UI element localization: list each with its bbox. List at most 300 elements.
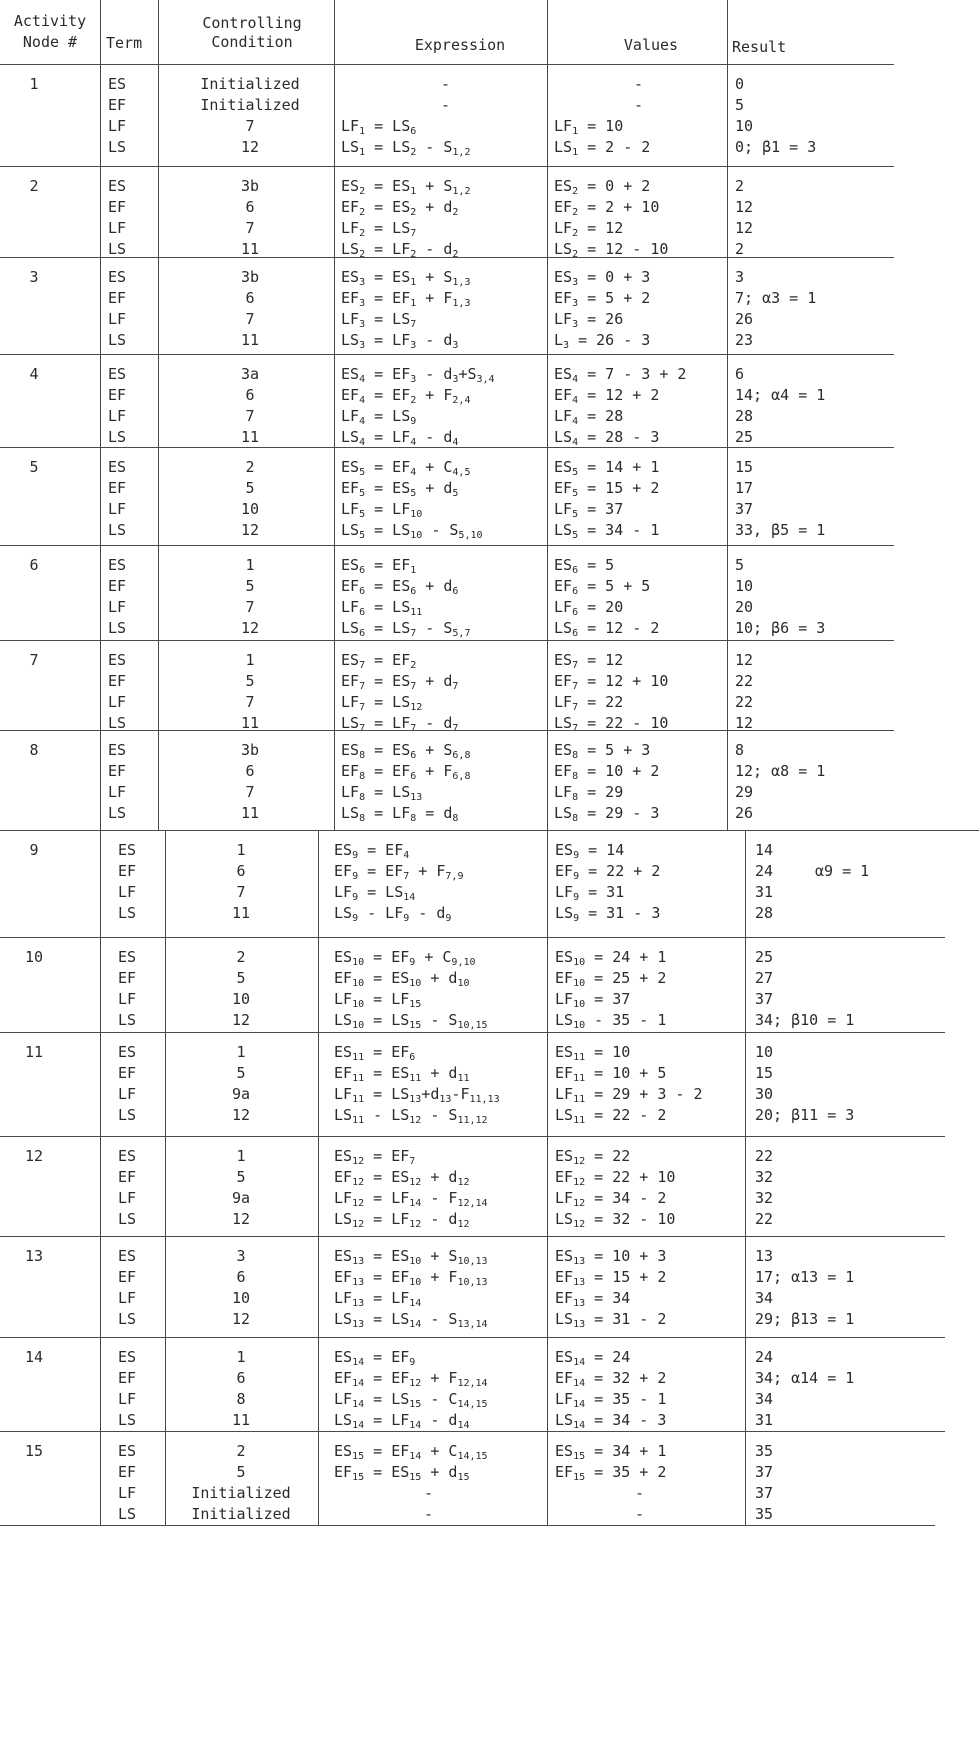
expression-cell-line: $LS_8 = LF_8 = d_8$	[341, 804, 459, 824]
expression-cell-line: $EF_7 = ES_7 + d_7$	[341, 672, 459, 692]
condition-cell-line: 9a	[231, 1085, 251, 1103]
activity-node-number: 13	[24, 1247, 44, 1265]
expression-cell-line: -	[424, 1484, 434, 1502]
condition-cell-line: 12	[231, 1210, 251, 1228]
term-cell	[118, 1441, 158, 1525]
activity-node-number: 8	[29, 741, 39, 759]
condition-cell-line: 1	[236, 1147, 246, 1165]
result-cell-line: 34	[755, 1289, 774, 1307]
result-cell-line: 17; α13 = 1	[755, 1268, 855, 1286]
condition-cell-line: 11	[240, 428, 260, 446]
result-cell-line: 0	[735, 75, 745, 93]
activity-node-number: 4	[29, 365, 39, 383]
condition-cell-line: 7	[245, 117, 255, 135]
values-cell	[554, 555, 659, 639]
term-cell-line: LF	[108, 219, 127, 237]
term-cell-line: ES	[118, 1147, 137, 1165]
row-divider	[0, 830, 979, 831]
condition-cell-line: 10	[231, 1289, 251, 1307]
values-cell-line: $LF_{11} = 29 + 3 - 2$	[555, 1085, 703, 1105]
row-divider	[0, 1525, 935, 1526]
term-cell-line: LF	[108, 693, 127, 711]
expression-cell-line: $ES_6 = EF_1$	[341, 556, 417, 576]
expression-cell	[341, 364, 495, 448]
result-cell-line: 2	[735, 240, 745, 258]
condition-cell-line: Initialized	[191, 1505, 291, 1523]
values-cell-line: $ES_{10} = 24 + 1$	[555, 948, 667, 968]
expression-cell-line: $LF_{13} = LF_{14}$	[334, 1289, 422, 1309]
expression-cell	[341, 176, 470, 260]
expression-cell-line: $ES_5 = EF_4 + C_{4,5}$	[341, 458, 471, 478]
values-cell-line: $EF_8 = 10 + 2$	[554, 762, 660, 782]
values-cell-line: $EF_{15} = 35 + 2$	[555, 1463, 667, 1483]
condition-cell-line: 12	[231, 1310, 251, 1328]
condition-cell-line: 2	[236, 1442, 246, 1460]
result-cell-line: 33, β5 = 1	[735, 521, 826, 539]
condition-cell-line: 5	[236, 969, 246, 987]
header-condition-line-1: Controlling	[202, 14, 302, 32]
expression-cell-line: $LS_3 = LF_3 - d_3$	[341, 331, 459, 351]
expression-cell-line: $LS_7 = LF_7 - d_7$	[341, 714, 459, 734]
result-cell	[755, 1347, 854, 1431]
condition-cell-line: 12	[240, 138, 260, 156]
condition-cell-line: 10	[231, 990, 251, 1008]
values-cell-line: $ES_{13} = 10 + 3$	[555, 1247, 667, 1267]
table-row	[0, 1146, 979, 1236]
condition-cell-line: 7	[245, 407, 255, 425]
result-cell-line: 5	[735, 96, 745, 114]
values-cell-line: $EF_{11} = 10 + 5$	[555, 1064, 667, 1084]
expression-cell-line: $LS_{12} = LF_{12} - d_{12}$	[334, 1210, 470, 1230]
condition-cell-line: 7	[236, 883, 246, 901]
condition-cell-line: 3	[236, 1247, 246, 1265]
values-cell-line: $LF_{10} = 37$	[555, 990, 631, 1010]
values-cell	[554, 740, 659, 824]
term-cell-line: EF	[118, 969, 137, 987]
values-cell-line: $LF_4 = 28$	[554, 407, 624, 427]
values-cell-line: -	[635, 1484, 645, 1502]
condition-cell	[172, 1146, 310, 1230]
condition-cell-line: Initialized	[191, 1484, 291, 1502]
expression-cell-line: $EF_4 = EF_2 + F_{2,4}$	[341, 386, 471, 406]
activity-node-number: 3	[29, 268, 39, 286]
result-cell-line: 37	[755, 1463, 774, 1481]
result-cell-line: 23	[735, 331, 754, 349]
condition-cell-line: 12	[240, 521, 260, 539]
term-cell	[118, 1347, 158, 1431]
result-cell-line: 24	[755, 1348, 774, 1366]
result-cell-line: 22	[735, 672, 754, 690]
expression-cell	[334, 1347, 488, 1431]
result-side-note: α9 = 1	[815, 862, 870, 880]
row-divider	[0, 1337, 945, 1338]
condition-cell	[172, 1441, 310, 1525]
column-divider	[547, 830, 548, 1525]
condition-cell-line: 7	[245, 693, 255, 711]
result-cell-line: 8	[735, 741, 745, 759]
condition-cell	[180, 555, 320, 639]
values-cell	[555, 947, 666, 1031]
values-cell-line: $EF_{13} = 34$	[555, 1289, 631, 1309]
term-cell-line: EF	[108, 96, 127, 114]
values-cell-line: $EF_5 = 15 + 2$	[554, 479, 660, 499]
condition-cell-line: 1	[245, 556, 255, 574]
table-row	[0, 364, 979, 447]
expression-cell-line: $EF_6 = ES_6 + d_6$	[341, 577, 459, 597]
condition-cell-line: 6	[236, 862, 246, 880]
values-cell-line: $LF_{12} = 34 - 2$	[555, 1189, 667, 1209]
values-cell-line: $LF_8 = 29$	[554, 783, 624, 803]
result-cell-line: 15	[735, 458, 754, 476]
term-cell-line: LF	[118, 990, 137, 1008]
values-cell-line: $LS_2 = 12 - 10$	[554, 240, 669, 260]
column-divider	[165, 830, 166, 1525]
result-cell	[755, 1246, 854, 1330]
result-cell-line: 20	[735, 598, 754, 616]
result-cell-line: 5	[735, 556, 745, 574]
condition-cell	[180, 364, 320, 448]
expression-cell-line: $LS_2 = LF_2 - d_2$	[341, 240, 459, 260]
result-cell-line: 34; α14 = 1	[755, 1369, 855, 1387]
values-cell-line: $EF_6 = 5 + 5$	[554, 577, 651, 597]
expression-cell	[341, 740, 470, 824]
result-cell-line: 17	[735, 479, 754, 497]
term-cell-line: LS	[118, 1011, 137, 1029]
expression-cell-line: $EF_3 = EF_1 + F_{1,3}$	[341, 289, 471, 309]
result-cell-line: 37	[735, 500, 754, 518]
values-cell-line: $LF_2 = 12$	[554, 219, 624, 239]
activity-node-number: 15	[24, 1442, 44, 1460]
term-cell-line: ES	[108, 741, 127, 759]
values-cell-line: $LS_{14} = 34 - 3$	[555, 1411, 667, 1431]
result-cell-line: 20; β11 = 3	[755, 1106, 855, 1124]
values-cell-line: $LF_6 = 20$	[554, 598, 624, 618]
expression-cell	[334, 1441, 488, 1525]
result-cell	[755, 1441, 773, 1525]
expression-cell	[341, 650, 458, 734]
row-divider	[0, 354, 894, 355]
condition-cell	[180, 740, 320, 824]
condition-cell-line: 1	[236, 841, 246, 859]
column-divider	[100, 0, 101, 830]
term-cell	[118, 1042, 158, 1126]
result-cell-line: 34	[755, 1390, 774, 1408]
expression-cell	[341, 267, 470, 351]
term-cell-line: EF	[108, 672, 127, 690]
term-cell	[108, 74, 148, 158]
term-cell	[108, 267, 148, 351]
column-divider	[318, 830, 319, 1525]
activity-node-number: 10	[24, 948, 44, 966]
activity-node-number: 11	[24, 1043, 44, 1061]
term-cell-line: EF	[118, 1268, 137, 1286]
term-cell	[108, 364, 148, 448]
expression-cell-line: -	[441, 75, 451, 93]
table-row	[0, 457, 979, 545]
values-cell-line: -	[635, 1505, 645, 1523]
row-divider	[0, 545, 894, 546]
condition-cell-line: 6	[236, 1268, 246, 1286]
values-cell	[555, 1042, 703, 1126]
term-cell-line: LF	[108, 310, 127, 328]
row-divider	[0, 1032, 945, 1033]
term-cell-line: LS	[108, 714, 127, 732]
expression-cell-line: -	[424, 1505, 434, 1523]
condition-cell	[172, 1246, 310, 1330]
activity-node-number: 6	[29, 556, 39, 574]
expression-cell-line: $LF_9 = LS_{14}$	[334, 883, 416, 903]
expression-cell-line: $ES_{13} = ES_{10} + S_{10,13}$	[334, 1247, 488, 1267]
term-cell-line: EF	[118, 1064, 137, 1082]
values-cell	[554, 74, 650, 158]
term-cell-line: ES	[118, 948, 137, 966]
term-cell-line: EF	[108, 289, 127, 307]
condition-cell	[180, 176, 320, 260]
condition-cell-line: 5	[245, 672, 255, 690]
result-cell-line: 12; α8 = 1	[735, 762, 826, 780]
table-row	[0, 176, 979, 260]
table-row	[0, 1441, 979, 1525]
term-cell-line: LS	[118, 1505, 137, 1523]
term-cell-line: ES	[108, 268, 127, 286]
term-cell-line: LF	[108, 117, 127, 135]
expression-cell-line: $LF_{12} = LF_{14} - F_{12,14}$	[334, 1189, 488, 1209]
values-cell-line: $L_3 = 26 - 3$	[554, 331, 651, 351]
table-row	[0, 840, 979, 937]
header-expression: Expression	[414, 36, 506, 54]
term-cell	[118, 947, 158, 1031]
term-cell-line: LF	[118, 1484, 137, 1502]
result-cell-line: 31	[755, 883, 774, 901]
expression-cell-line: $LF_1 = LS_6$	[341, 117, 417, 137]
condition-cell	[172, 840, 310, 924]
values-cell-line: $LF_7 = 22$	[554, 693, 624, 713]
expression-cell-line: $LS_{10} = LS_{15} - S_{10,15}$	[334, 1011, 488, 1031]
term-cell-line: LS	[108, 138, 127, 156]
term-cell	[118, 1146, 158, 1230]
result-cell-line: 13	[755, 1247, 774, 1265]
term-cell-line: LF	[118, 1289, 137, 1307]
term-cell-line: LS	[118, 1411, 137, 1429]
values-cell-line: -	[634, 96, 644, 114]
condition-cell-line: 7	[245, 598, 255, 616]
term-cell-line: EF	[108, 577, 127, 595]
result-cell-line: 7; α3 = 1	[735, 289, 817, 307]
values-cell-line: $LS_5 = 34 - 1$	[554, 521, 660, 541]
term-cell	[108, 555, 148, 639]
result-cell-line: 31	[755, 1411, 774, 1429]
condition-cell-line: 6	[245, 386, 255, 404]
term-cell-line: EF	[118, 1369, 137, 1387]
condition-cell-line: 5	[236, 1463, 246, 1481]
header-condition-line-2: Condition	[211, 33, 293, 51]
term-cell-line: EF	[108, 762, 127, 780]
condition-cell-line: 1	[236, 1348, 246, 1366]
condition-cell-line: 5	[245, 479, 255, 497]
condition-cell-line: 6	[245, 198, 255, 216]
condition-cell	[180, 267, 320, 351]
expression-cell-line: $LS_{11} - LS_{12} - S_{11,12}$	[334, 1106, 488, 1126]
expression-cell-line: $EF_{14} = EF_{12} + F_{12,14}$	[334, 1369, 488, 1389]
condition-cell-line: 3a	[240, 365, 260, 383]
expression-cell-line: $LF_4 = LS_9$	[341, 407, 417, 427]
values-cell	[555, 1347, 666, 1431]
condition-cell-line: 1	[245, 651, 255, 669]
term-cell-line: LS	[108, 240, 127, 258]
result-cell-line: 26	[735, 310, 754, 328]
condition-cell-line: 11	[231, 904, 251, 922]
expression-cell-line: $LS_1 = LS_2 - S_{1,2}$	[341, 138, 471, 158]
values-cell	[554, 364, 686, 448]
term-cell-line: EF	[118, 1168, 137, 1186]
term-cell-line: LF	[108, 407, 127, 425]
condition-cell-line: 2	[236, 948, 246, 966]
expression-cell-line: $LF_{10} = LF_{15}$	[334, 990, 422, 1010]
result-cell	[735, 176, 753, 260]
term-cell-line: ES	[118, 1442, 137, 1460]
result-cell-line: 24	[755, 862, 774, 880]
term-cell-line: ES	[118, 1043, 137, 1061]
row-divider	[0, 1431, 945, 1432]
result-cell-line: 15	[755, 1064, 774, 1082]
values-cell-line: $EF_9 = 22 + 2$	[555, 862, 661, 882]
expression-cell-line: $LS_6 = LS_7 - S_{5,7}$	[341, 619, 471, 639]
row-divider	[0, 447, 894, 448]
condition-cell-line: 11	[231, 1411, 251, 1429]
result-cell-line: 12	[735, 714, 754, 732]
result-cell-line: 22	[735, 693, 754, 711]
values-cell-line: $ES_{11} = 10$	[555, 1043, 631, 1063]
header-values: Values	[623, 36, 679, 54]
expression-cell	[341, 457, 483, 541]
result-cell-line: 26	[735, 804, 754, 822]
result-cell-line: 28	[755, 904, 774, 922]
condition-cell-line: 5	[236, 1168, 246, 1186]
values-cell-line: $LF_9 = 31$	[555, 883, 625, 903]
term-cell	[108, 176, 148, 260]
expression-cell-line: $EF_2 = ES_2 + d_2$	[341, 198, 459, 218]
values-cell	[555, 1146, 675, 1230]
values-cell	[554, 650, 668, 734]
values-cell	[554, 176, 668, 260]
values-cell-line: $ES_2 = 0 + 2$	[554, 177, 651, 197]
term-cell-line: LS	[108, 619, 127, 637]
table-row	[0, 555, 979, 640]
expression-cell-line: $LS_4 = LF_4 - d_4$	[341, 428, 459, 448]
values-cell-line: $ES_9 = 14$	[555, 841, 625, 861]
values-cell-line: $LS_1 = 2 - 2$	[554, 138, 651, 158]
result-cell-line: 22	[755, 1210, 774, 1228]
column-divider	[158, 0, 159, 830]
result-cell-line: 2	[735, 177, 745, 195]
expression-cell-line: $ES_9 = EF_4$	[334, 841, 410, 861]
result-cell-line: 32	[755, 1168, 774, 1186]
column-divider	[334, 0, 335, 830]
values-cell-line: $EF_{14} = 32 + 2$	[555, 1369, 667, 1389]
values-cell-line: $ES_8 = 5 + 3$	[554, 741, 651, 761]
expression-cell-line: $LF_8 = LS_{13}$	[341, 783, 423, 803]
expression-cell-line: $EF_{12} = ES_{12} + d_{12}$	[334, 1168, 470, 1188]
result-cell-line: 30	[755, 1085, 774, 1103]
result-cell	[735, 740, 825, 824]
condition-cell-line: Initialized	[200, 75, 300, 93]
result-cell-line: 3	[735, 268, 745, 286]
expression-cell-line: $EF_{15} = ES_{15} + d_{15}$	[334, 1463, 470, 1483]
term-cell-line: LF	[118, 1390, 137, 1408]
values-cell-line: -	[634, 75, 644, 93]
term-cell-line: ES	[118, 1348, 137, 1366]
condition-cell-line: 11	[240, 331, 260, 349]
expression-cell-line: $ES_{12} = EF_7$	[334, 1147, 416, 1167]
values-cell-line: $ES_{14} = 24$	[555, 1348, 631, 1368]
condition-cell-line: 9a	[231, 1189, 251, 1207]
term-cell	[108, 650, 148, 734]
values-cell-line: $EF_7 = 12 + 10$	[554, 672, 669, 692]
term-cell-line: LF	[118, 1085, 137, 1103]
expression-cell-line: $EF_8 = EF_6 + F_{6,8}$	[341, 762, 471, 782]
result-cell	[735, 650, 753, 734]
values-cell-line: $EF_3 = 5 + 2$	[554, 289, 651, 309]
expression-cell-line: $ES_7 = EF_2$	[341, 651, 417, 671]
condition-cell	[172, 947, 310, 1031]
expression-cell	[334, 1042, 500, 1126]
expression-cell	[334, 1246, 488, 1330]
expression-cell	[334, 947, 488, 1031]
term-cell-line: ES	[108, 365, 127, 383]
result-cell	[735, 555, 825, 639]
table-row	[0, 740, 979, 830]
result-cell	[735, 267, 816, 351]
condition-cell-line: 12	[231, 1106, 251, 1124]
expression-cell-line: $ES_8 = ES_6 + S_{6,8}$	[341, 741, 471, 761]
row-divider	[0, 257, 894, 258]
result-cell	[735, 364, 825, 448]
result-cell-line: 14	[755, 841, 774, 859]
term-cell-line: EF	[108, 479, 127, 497]
result-cell-line: 25	[755, 948, 774, 966]
header-term: Term	[106, 34, 143, 52]
condition-cell-line: 6	[236, 1369, 246, 1387]
term-cell	[108, 457, 148, 541]
term-cell-line: LF	[108, 598, 127, 616]
result-cell-line: 28	[735, 407, 754, 425]
expression-cell-line: $LF_{11} = LS_{13}+d_{13}-F_{11,13}$	[334, 1085, 500, 1105]
values-cell	[555, 840, 660, 924]
values-cell-line: $LS_8 = 29 - 3$	[554, 804, 660, 824]
condition-cell	[180, 457, 320, 541]
result-cell-line: 34; β10 = 1	[755, 1011, 855, 1029]
row-divider	[0, 166, 894, 167]
values-cell	[554, 267, 650, 351]
values-cell-line: $LS_7 = 22 - 10$	[554, 714, 669, 734]
condition-cell	[172, 1042, 310, 1126]
row-divider	[0, 1136, 945, 1137]
values-cell-line: $LS_{13} = 31 - 2$	[555, 1310, 667, 1330]
result-cell-line: 29	[735, 783, 754, 801]
result-cell-line: 29; β13 = 1	[755, 1310, 855, 1328]
values-cell	[555, 1246, 666, 1330]
values-cell-line: $EF_4 = 12 + 2$	[554, 386, 660, 406]
values-cell-line: $LF_5 = 37$	[554, 500, 624, 520]
expression-cell-line: $LS_{14} = LF_{14} - d_{14}$	[334, 1411, 470, 1431]
condition-cell-line: 5	[236, 1064, 246, 1082]
values-cell-line: $EF_2 = 2 + 10$	[554, 198, 660, 218]
expression-cell-line: $EF_{13} = EF_{10} + F_{10,13}$	[334, 1268, 488, 1288]
result-cell-line: 25	[735, 428, 754, 446]
condition-cell-line: 11	[240, 804, 260, 822]
condition-cell	[180, 650, 320, 734]
column-divider	[727, 0, 728, 830]
